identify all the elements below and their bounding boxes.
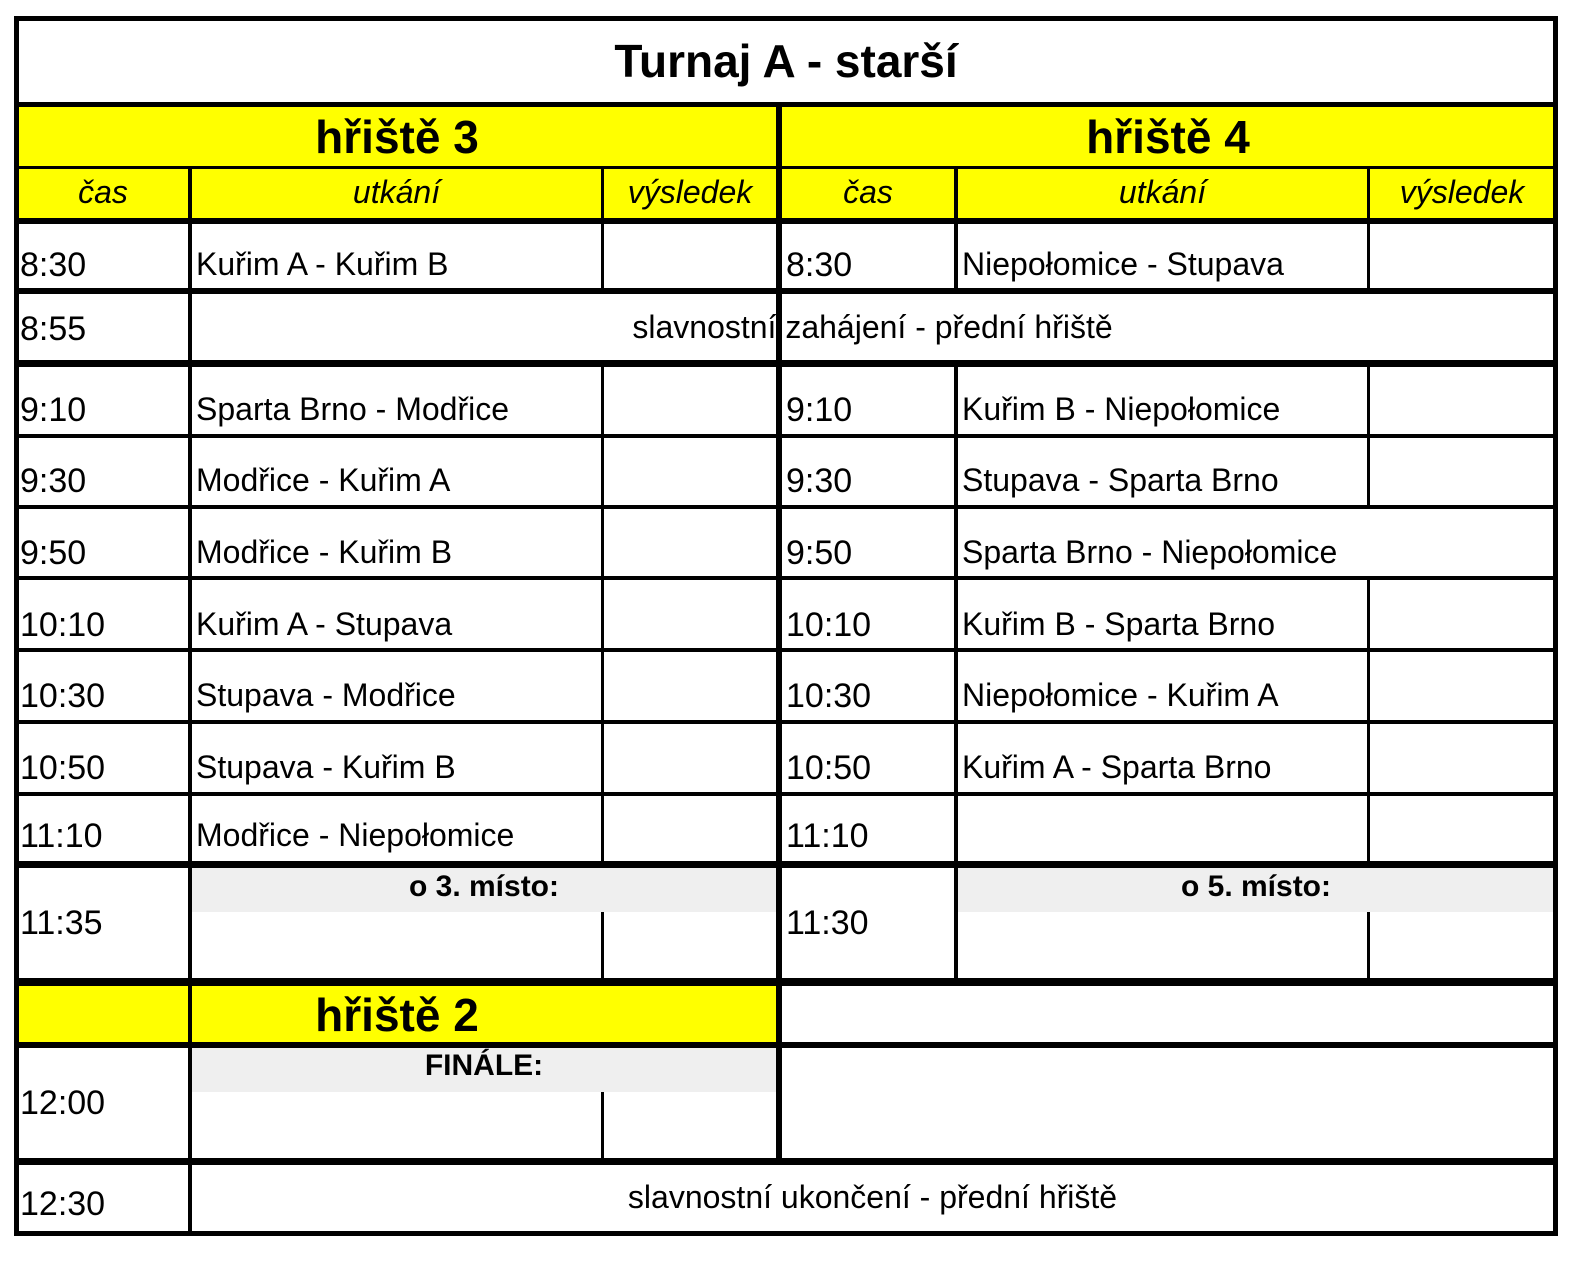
line-under-column-headers xyxy=(14,218,1558,224)
field-3-col-result: výsledek xyxy=(627,174,753,210)
line-left-result-col-d xyxy=(601,1092,604,1162)
line-row-2 xyxy=(14,434,1558,438)
left-row-time: 10:10 xyxy=(20,606,106,644)
schedule-sheet xyxy=(14,16,1558,1266)
line-final xyxy=(14,1158,1558,1165)
field-3-col-match: utkání xyxy=(352,174,441,210)
left-row-time: 9:10 xyxy=(20,391,87,429)
opening-time: 8:55 xyxy=(20,310,87,348)
left-row-match: Modřice - Kuřim B xyxy=(196,534,453,570)
border-bottom xyxy=(14,1231,1558,1236)
left-row-time: 9:30 xyxy=(20,462,87,500)
line-right-result-col-d xyxy=(1367,912,1370,982)
field-4-title: hřiště 4 xyxy=(1086,111,1250,163)
right-row-time: 11:10 xyxy=(786,817,869,855)
divider-center-bottom xyxy=(776,364,782,1162)
line-row-5 xyxy=(14,648,1558,652)
line-right-result-col-b xyxy=(1367,366,1370,507)
right-row-match: Kuřim A - Sparta Brno xyxy=(962,749,1272,785)
final-time: 12:00 xyxy=(20,1084,106,1122)
closing-ceremony: slavnostní ukončení - přední hřiště xyxy=(627,1179,1118,1215)
right-row-time: 10:30 xyxy=(786,677,872,715)
line-left-time-col-b xyxy=(188,364,192,1234)
field-4-col-result: výsledek xyxy=(1399,174,1525,210)
left-row-time: 9:50 xyxy=(20,534,87,572)
right-row-time: 8:30 xyxy=(786,246,853,284)
left-row-time: 8:30 xyxy=(20,246,87,284)
line-opening xyxy=(14,360,1558,367)
right-row-match: Kuřim B - Sparta Brno xyxy=(962,606,1275,642)
right-row-match: Stupava - Sparta Brno xyxy=(962,462,1279,498)
line-row-7 xyxy=(14,792,1558,796)
right-row-time: 9:30 xyxy=(786,462,853,500)
left-row-match: Sparta Brno - Modřice xyxy=(196,391,510,427)
line-under-field-headers xyxy=(14,166,1558,169)
right-row-match: Sparta Brno - Niepołomice xyxy=(962,534,1338,570)
field-4-col-time: čas xyxy=(843,174,893,210)
opening-ceremony: slavnostní zahájení - přední hřiště xyxy=(632,309,1113,345)
field-3-title: hřiště 3 xyxy=(315,111,479,163)
page-title: Turnaj A - starší xyxy=(614,35,958,87)
third-place-time: 11:35 xyxy=(20,904,103,942)
line-under-title xyxy=(14,102,1558,107)
field-2-title: hřiště 2 xyxy=(315,989,479,1041)
left-row-match: Stupava - Modřice xyxy=(196,677,456,713)
left-row-match: Stupava - Kuřim B xyxy=(196,749,456,785)
left-row-match: Modřice - Niepołomice xyxy=(196,817,515,853)
line-row-8 xyxy=(14,861,1558,868)
right-row-time: 10:10 xyxy=(786,606,872,644)
left-row-time: 10:30 xyxy=(20,677,106,715)
left-row-match: Kuřim A - Stupava xyxy=(196,606,453,642)
fifth-place-time: 11:30 xyxy=(786,904,869,942)
field-3-col-time: čas xyxy=(78,174,128,210)
line-row-3 xyxy=(14,505,1558,509)
left-row-match: Modřice - Kuřim A xyxy=(196,462,451,498)
closing-time: 12:30 xyxy=(20,1185,106,1223)
left-row-time: 11:10 xyxy=(20,817,103,855)
right-row-match: Kuřim B - Niepołomice xyxy=(962,391,1281,427)
line-left-result-col-b xyxy=(601,366,604,866)
fifth-place-label: o 5. místo: xyxy=(1180,870,1331,903)
left-row-time: 10:50 xyxy=(20,749,106,787)
field-4-col-match: utkání xyxy=(1118,174,1207,210)
line-left-result-col-c xyxy=(601,912,604,982)
line-placement xyxy=(14,978,1558,986)
right-row-time: 10:50 xyxy=(786,749,872,787)
left-row-match: Kuřim A - Kuřim B xyxy=(196,246,449,282)
line-row-4 xyxy=(14,576,1558,580)
line-row-6 xyxy=(14,720,1558,724)
line-row-1 xyxy=(14,288,1558,294)
right-row-time: 9:50 xyxy=(786,534,853,572)
right-row-time: 9:10 xyxy=(786,391,853,429)
final-label: FINÁLE: xyxy=(424,1049,544,1082)
line-under-field-2 xyxy=(14,1042,1558,1048)
third-place-label: o 3. místo: xyxy=(408,870,559,903)
border-top xyxy=(14,16,1558,21)
right-row-match: Niepołomice - Stupava xyxy=(962,246,1284,282)
right-row-match: Niepołomice - Kuřim A xyxy=(962,677,1279,713)
line-right-result-col-c xyxy=(1367,578,1370,866)
